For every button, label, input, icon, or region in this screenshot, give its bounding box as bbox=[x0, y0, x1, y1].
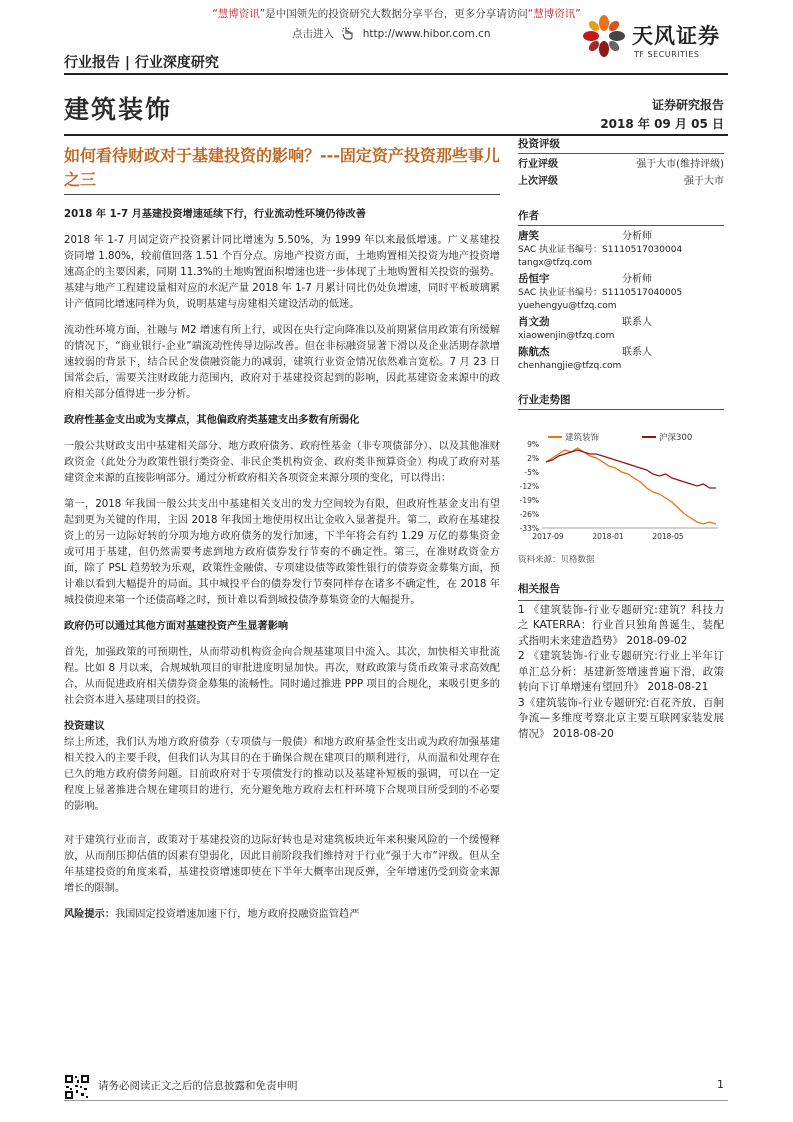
paragraph: 第一，2018 年我国一般公共支出中基建相关支出的发力空间较为有限，但政府性基金支出有望起到更为关键的作用，主因 2018 年我国土地使用权出让金收入显著提升。第二，政府在基建投资上的另一边际好转的分项为地方政府债务的发行加速，下半年将会有约 1.29 万亿的募集资金或可用于基建，但仍然需要考虑到地方政府债券发行节奏的不确定性。第三，在准财政资金方面，除了 PSL 趋势较为乐观，政策性金融债、专项建设债等政策性银行的债券资金募集方面，预计难以看到大幅提升的局面。其中城投平台的债券发行节奏同样存在诸多不确定性，在 2018 年城投债迎来第一个还债高峰之时，预计难以看到城投债净募集资金的大幅提升。 bbox=[64, 499, 500, 606]
author-sac: SAC 执业证书编号：S1110517040005 bbox=[518, 288, 683, 298]
divider bbox=[64, 194, 500, 195]
trend-heading: 行业走势图 bbox=[518, 392, 724, 410]
chart-source: 资料来源：贝格数据 bbox=[518, 555, 595, 565]
legend-label: 建筑装饰 bbox=[565, 433, 600, 443]
banner-url[interactable]: http://www.hibor.com.cn bbox=[362, 28, 491, 40]
paragraph: 流动性环境方面，社融与 M2 增速有所上行，或因在央行定向降准以及前期紧信用政策有所缓解的情况下，“商业银行-企业”端流动性传导边际改善。但在非标融资显著下滑以及企业活期存款增速较弱的背景下，结合民企发债融资能力的减弱，建筑行业资金情况依然难言宽松。7 月 23 日国常会后，需要关注财政能力范围内，政府对于基建投资起到的影响，因此基建资金来源中的政府相关部分值得进一步分析。 bbox=[64, 325, 500, 400]
report-date: 2018 年 09 月 05 日 bbox=[600, 117, 724, 131]
author-role: 联系人 bbox=[622, 347, 652, 358]
y-tick-label: -33% bbox=[519, 524, 539, 533]
series-line bbox=[546, 450, 716, 488]
trend-chart bbox=[518, 432, 724, 546]
logo-text: 天风证券 bbox=[632, 24, 720, 48]
author-name: 肖文劲 bbox=[518, 316, 550, 328]
x-tick-label: 2017-09 bbox=[532, 532, 564, 541]
paragraph: 综上所述，我们认为地方政府债券（专项债与一般债）和地方政府基金性支出或为政府加强基建相关投入的主要手段，但我们认为其目的在于确保合规在建项目的顺利进行，从而温和处理存在已久的地方政府债务问题。目前政府对于专项债发行的推动以及基建补短板的强调，可以在一定程度上显著推进合规在建项目的进行，充分避免地方政府去杠杆环境下合规项目所受到的不必要的影响。 bbox=[64, 737, 500, 812]
trend-heading-wrap bbox=[518, 392, 724, 410]
divider bbox=[64, 73, 728, 75]
section-heading: 政府仍可以通过其他方面对基建投资产生显著影响 bbox=[64, 621, 289, 632]
author-email[interactable]: tangx@tfzq.com bbox=[518, 258, 593, 268]
y-tick-label: -5% bbox=[524, 468, 539, 477]
section-heading: 投资建议 bbox=[64, 721, 105, 732]
author-name: 唐笑 bbox=[518, 230, 539, 242]
y-tick-label: 2% bbox=[527, 454, 539, 463]
section-heading: 2018 年 1-7 月基建投资增速延续下行，行业流动性环境仍待改善 bbox=[64, 209, 366, 220]
footer-disclaimer: 请务必阅读正文之后的信息披露和免责申明 bbox=[98, 1080, 298, 1092]
rating-panel bbox=[518, 136, 724, 190]
related-heading: 相关报告 bbox=[518, 582, 724, 601]
y-tick-label: -26% bbox=[519, 510, 539, 519]
x-tick-label: 2018-05 bbox=[652, 532, 684, 541]
report-title: 如何看待财政对于基建投资的影响？---固定资产投资那些事儿之三 bbox=[64, 146, 500, 189]
paragraph: 一般公共财政支出中基建相关部分、地方政府债务、政府性基金（非专项债部分）、以及其他准财政资金（此处分为政策性银行类资金、非民企类机构资金、政府类非预算资金）构成了政府对基建资金来源的直接影响部分。通过分析政府相关各项资金来源分项的变化，可以得出： bbox=[64, 441, 500, 484]
x-tick-label: 2018-01 bbox=[592, 532, 624, 541]
y-tick-label: -12% bbox=[519, 482, 539, 491]
report-category: 行业报告 | 行业深度研究 bbox=[64, 55, 219, 71]
author-role: 分析师 bbox=[622, 231, 652, 242]
prev-rating-value: 强于大市 bbox=[684, 176, 724, 187]
rating-value: 强于大市(维持评级) bbox=[636, 159, 724, 170]
authors-panel bbox=[518, 208, 724, 373]
prev-rating-label: 上次评级 bbox=[518, 176, 558, 187]
section-heading: 政府性基金支出或为支撑点，其他偏政府类基建支出多数有所弱化 bbox=[64, 415, 360, 426]
banner-middle: 是中国领先的投资研究大数据分享平台，更多分享请访问 bbox=[265, 8, 528, 20]
paragraph: 对于建筑行业而言，政策对于基建投资的边际好转也是对建筑板块近年来积聚风险的一个缓慢释放，从而削压抑估值的因素有望弱化，因此目前阶段我们维持对于行业“强于大市”评级。但从全年基建投资的角度来看，基建投资增速即使在下半年大概率出现反弹，全年增速仍受到资金来源增长的限制。 bbox=[64, 835, 500, 894]
author-block bbox=[518, 315, 724, 343]
banner-link-row bbox=[292, 26, 491, 41]
qr-code-icon bbox=[64, 1074, 90, 1100]
related-report[interactable]: 2 《建筑装饰-行业专题研究:行业上半年订单汇总分析：基建新签增速普遍下滑，政策转向下订单增速有望回升》 2018-08-21 bbox=[518, 650, 724, 693]
sector-title: 建筑装饰 bbox=[64, 95, 173, 124]
author-block bbox=[518, 272, 724, 313]
page-number: 1 bbox=[717, 1078, 724, 1091]
risk-label: 风险提示： bbox=[64, 909, 115, 920]
author-email[interactable]: xiaowenjin@tfzq.com bbox=[518, 331, 615, 341]
logo-subtext: TF SECURITIES bbox=[634, 50, 700, 59]
author-email[interactable]: chenhangjie@tfzq.com bbox=[518, 361, 622, 371]
divider bbox=[64, 1100, 728, 1101]
series-line bbox=[546, 448, 716, 524]
rating-label: 行业评级 bbox=[518, 159, 558, 170]
author-email[interactable]: yuehengyu@tfzq.com bbox=[518, 301, 617, 311]
paragraph: 首先，加强政策的可预期性，从而带动机构资金向合规基建项目中流入。其次，加快相关审批流程。比如 8 月以来，合规城轨项目的审批进度明显加快。再次，财政政策与货币政策寻求高效配合，从而促进政府相关债券资金募集的流畅性。同时通过推进 PPP 项目的合规化，来吸引更多的社会资本进入基建项目的投资。 bbox=[64, 647, 500, 706]
main-content bbox=[64, 207, 500, 933]
author-block bbox=[518, 229, 724, 270]
y-tick-label: -19% bbox=[519, 496, 539, 505]
report-type: 证券研究报告 bbox=[651, 98, 724, 112]
related-report[interactable]: 3《建筑装饰-行业专题研究:百花齐放、百舸争流—多维度考察北京主要互联网家装发展情况》 2018-08-20 bbox=[518, 696, 724, 740]
author-sac: SAC 执业证书编号：S1110517030004 bbox=[518, 245, 683, 255]
rating-row bbox=[518, 156, 724, 173]
legend-label: 沪深300 bbox=[659, 433, 693, 443]
author-block bbox=[518, 345, 724, 373]
banner-click: 点击进入 bbox=[292, 28, 334, 40]
author-name: 岳恒宇 bbox=[518, 273, 550, 285]
banner-brand: “慧博资讯” bbox=[212, 8, 266, 20]
banner-brand-2: “慧博资讯” bbox=[527, 8, 581, 20]
pointer-hand-icon bbox=[341, 26, 355, 40]
author-role: 分析师 bbox=[622, 274, 652, 285]
risk-warning bbox=[64, 907, 500, 923]
risk-text: 我国固定投资增速加速下行，地方政府投融资监管趋严 bbox=[114, 909, 360, 920]
paragraph: 2018 年 1-7 月固定资产投资累计同比增速为 5.50%，为 1999 年以来最低增速。广义基建投资同增 1.80%，较前值回落 1.51 个百分点。房地产投资方面，土地购置相关投资为地产投资增速高企的主要因素，同期 11.3%的土地购置面积增速也进一步体现了土地购置相关投资的强势。基建与地产工程建设量相对应的水泥产量 2018 年 1-7 月累计同比仍处负增速，同时平板玻璃累计产值同比增速同样为负，说明基建与房建相关建设活动的低迷。 bbox=[64, 235, 500, 310]
author-role: 联系人 bbox=[622, 317, 652, 328]
author-name: 陈航杰 bbox=[518, 346, 550, 358]
y-tick-label: 9% bbox=[527, 440, 539, 449]
related-panel bbox=[518, 582, 724, 742]
authors-heading: 作者 bbox=[518, 208, 724, 226]
rating-heading: 投资评级 bbox=[518, 136, 724, 154]
tf-logo-icon bbox=[582, 14, 626, 58]
related-report[interactable]: 1 《建筑装饰-行业专题研究:建筑？科技力之 KATERRA：行业首只独角兽诞生，装配式指明未来建造趋势》 2018-09-02 bbox=[518, 603, 724, 647]
trend-chart-svg bbox=[518, 432, 724, 546]
prev-rating-row bbox=[518, 173, 724, 190]
top-banner bbox=[0, 6, 793, 21]
